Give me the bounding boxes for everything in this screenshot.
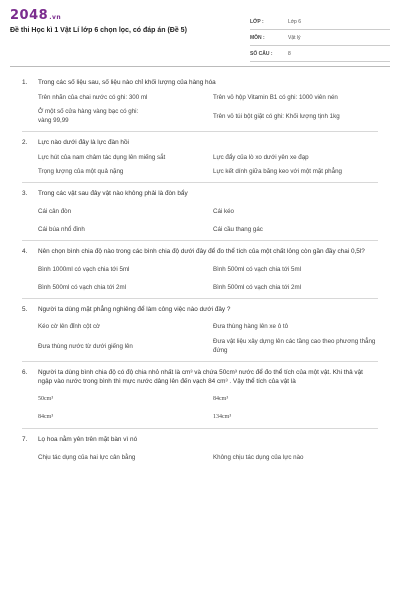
option[interactable]: Kéo cờ lên đỉnh cột cờ — [38, 323, 101, 330]
info-row-count: SỐ CÂU : 8 — [250, 46, 390, 62]
question-3 — [0, 189, 400, 234]
header-divider — [10, 66, 390, 67]
option[interactable]: Lực đẩy của lò xo dưới yên xe đạp — [213, 154, 309, 161]
question-text: 7. Lọ hoa nằm yên trên mặt bàn vì nó — [22, 436, 138, 443]
question-text: 6. Người ta dùng bình chia độ có độ chia nhỏ nhất là cm³ và chứa 50cm³ nước để đo thể tích của một vật. Khi thả vật ngập vào nước trong bình thì mực nước dâng lên đến vạch 84 cm³ . Vậy thể tích của vật là — [22, 369, 363, 385]
site-logo[interactable]: 2048.vn — [10, 8, 62, 23]
document-title: Đề thi Học kì 1 Vật Lí lớp 6 chọn lọc, có đáp án (Đề 5) — [10, 27, 187, 34]
option[interactable]: Cái búa nhổ đinh — [38, 226, 85, 233]
question-text: 5. Người ta dùng mặt phẳng nghiêng để làm công việc nào dưới đây ? — [22, 306, 231, 313]
option[interactable]: Bình 500ml có vạch chia tới 5ml — [213, 266, 301, 273]
option[interactable]: Không chịu tác dụng của lực nào — [213, 454, 304, 461]
option[interactable]: Trên vỏ hộp Vitamin B1 có ghi: 1000 viên nén — [213, 94, 338, 101]
question-1 — [0, 78, 400, 125]
option[interactable]: Trọng lượng của một quả nặng — [38, 168, 124, 175]
divider — [22, 240, 378, 241]
option[interactable]: 84cm³ — [213, 396, 229, 402]
option[interactable]: Đưa thùng hàng lên xe ô tô — [213, 323, 289, 330]
option[interactable]: Lực hút của nam châm tác dụng lên miếng sắt — [38, 154, 166, 161]
divider — [22, 131, 378, 132]
option[interactable]: 50cm³ — [38, 396, 54, 402]
option[interactable]: Đưa vật liệu xây dựng lên các tầng cao theo phương thẳng đứng — [213, 338, 376, 354]
option[interactable]: Cái cân đòn — [38, 208, 72, 215]
info-row-class: LỚP : Lớp 6 — [250, 14, 390, 30]
question-text: 1. Trong các số liệu sau, số liệu nào chỉ khối lượng của hàng hóa — [22, 79, 216, 86]
divider — [22, 361, 378, 362]
question-7 — [0, 435, 400, 462]
question-text: 2. Lực nào dưới đây là lực đàn hồi — [22, 139, 129, 146]
option[interactable]: Bình 500ml có vạch chia tới 2ml — [38, 284, 126, 291]
option[interactable]: Trên nhãn của chai nước có ghi: 300 ml — [38, 94, 148, 101]
option[interactable]: Trên vỏ túi bột giặt có ghi: Khối lượng tịnh 1kg — [213, 112, 340, 120]
info-row-subject: MÔN : Vật lý — [250, 30, 390, 46]
option[interactable]: Đưa thùng nước từ dưới giếng lên — [38, 342, 133, 350]
divider — [22, 428, 378, 429]
option[interactable]: Bình 500ml có vạch chia tới 2ml — [213, 284, 301, 291]
option[interactable]: Cái cầu thang gác — [213, 226, 263, 233]
question-5 — [0, 305, 400, 355]
divider — [22, 298, 378, 299]
option[interactable]: Ở một số cửa hàng vàng bạc có ghi: vàng 99,99 — [38, 108, 139, 124]
question-4 — [0, 247, 400, 292]
header — [0, 0, 400, 66]
question-text: 3. Trong các vật sau đây vật nào không phải là đòn bẩy — [22, 190, 188, 197]
option[interactable]: 134cm³ — [213, 414, 232, 420]
info-table — [250, 14, 390, 62]
divider — [22, 182, 378, 183]
option[interactable]: Cái kéo — [213, 208, 234, 215]
option[interactable]: Bình 1000ml có vạch chia tới 5ml — [38, 266, 130, 273]
option[interactable]: 84cm³ — [38, 414, 54, 420]
option[interactable]: Lực kết dính giữa băng keo với một mặt phẳng — [213, 168, 342, 175]
option[interactable]: Chịu tác dụng của hai lực cân bằng — [38, 454, 136, 461]
question-2 — [0, 138, 400, 176]
question-text: 4. Nên chọn bình chia độ nào trong các bình chia độ dưới đây để đo thể tích của một chất lỏng còn gần đầy chai 0,5l? — [22, 248, 365, 255]
question-6 — [0, 368, 400, 422]
